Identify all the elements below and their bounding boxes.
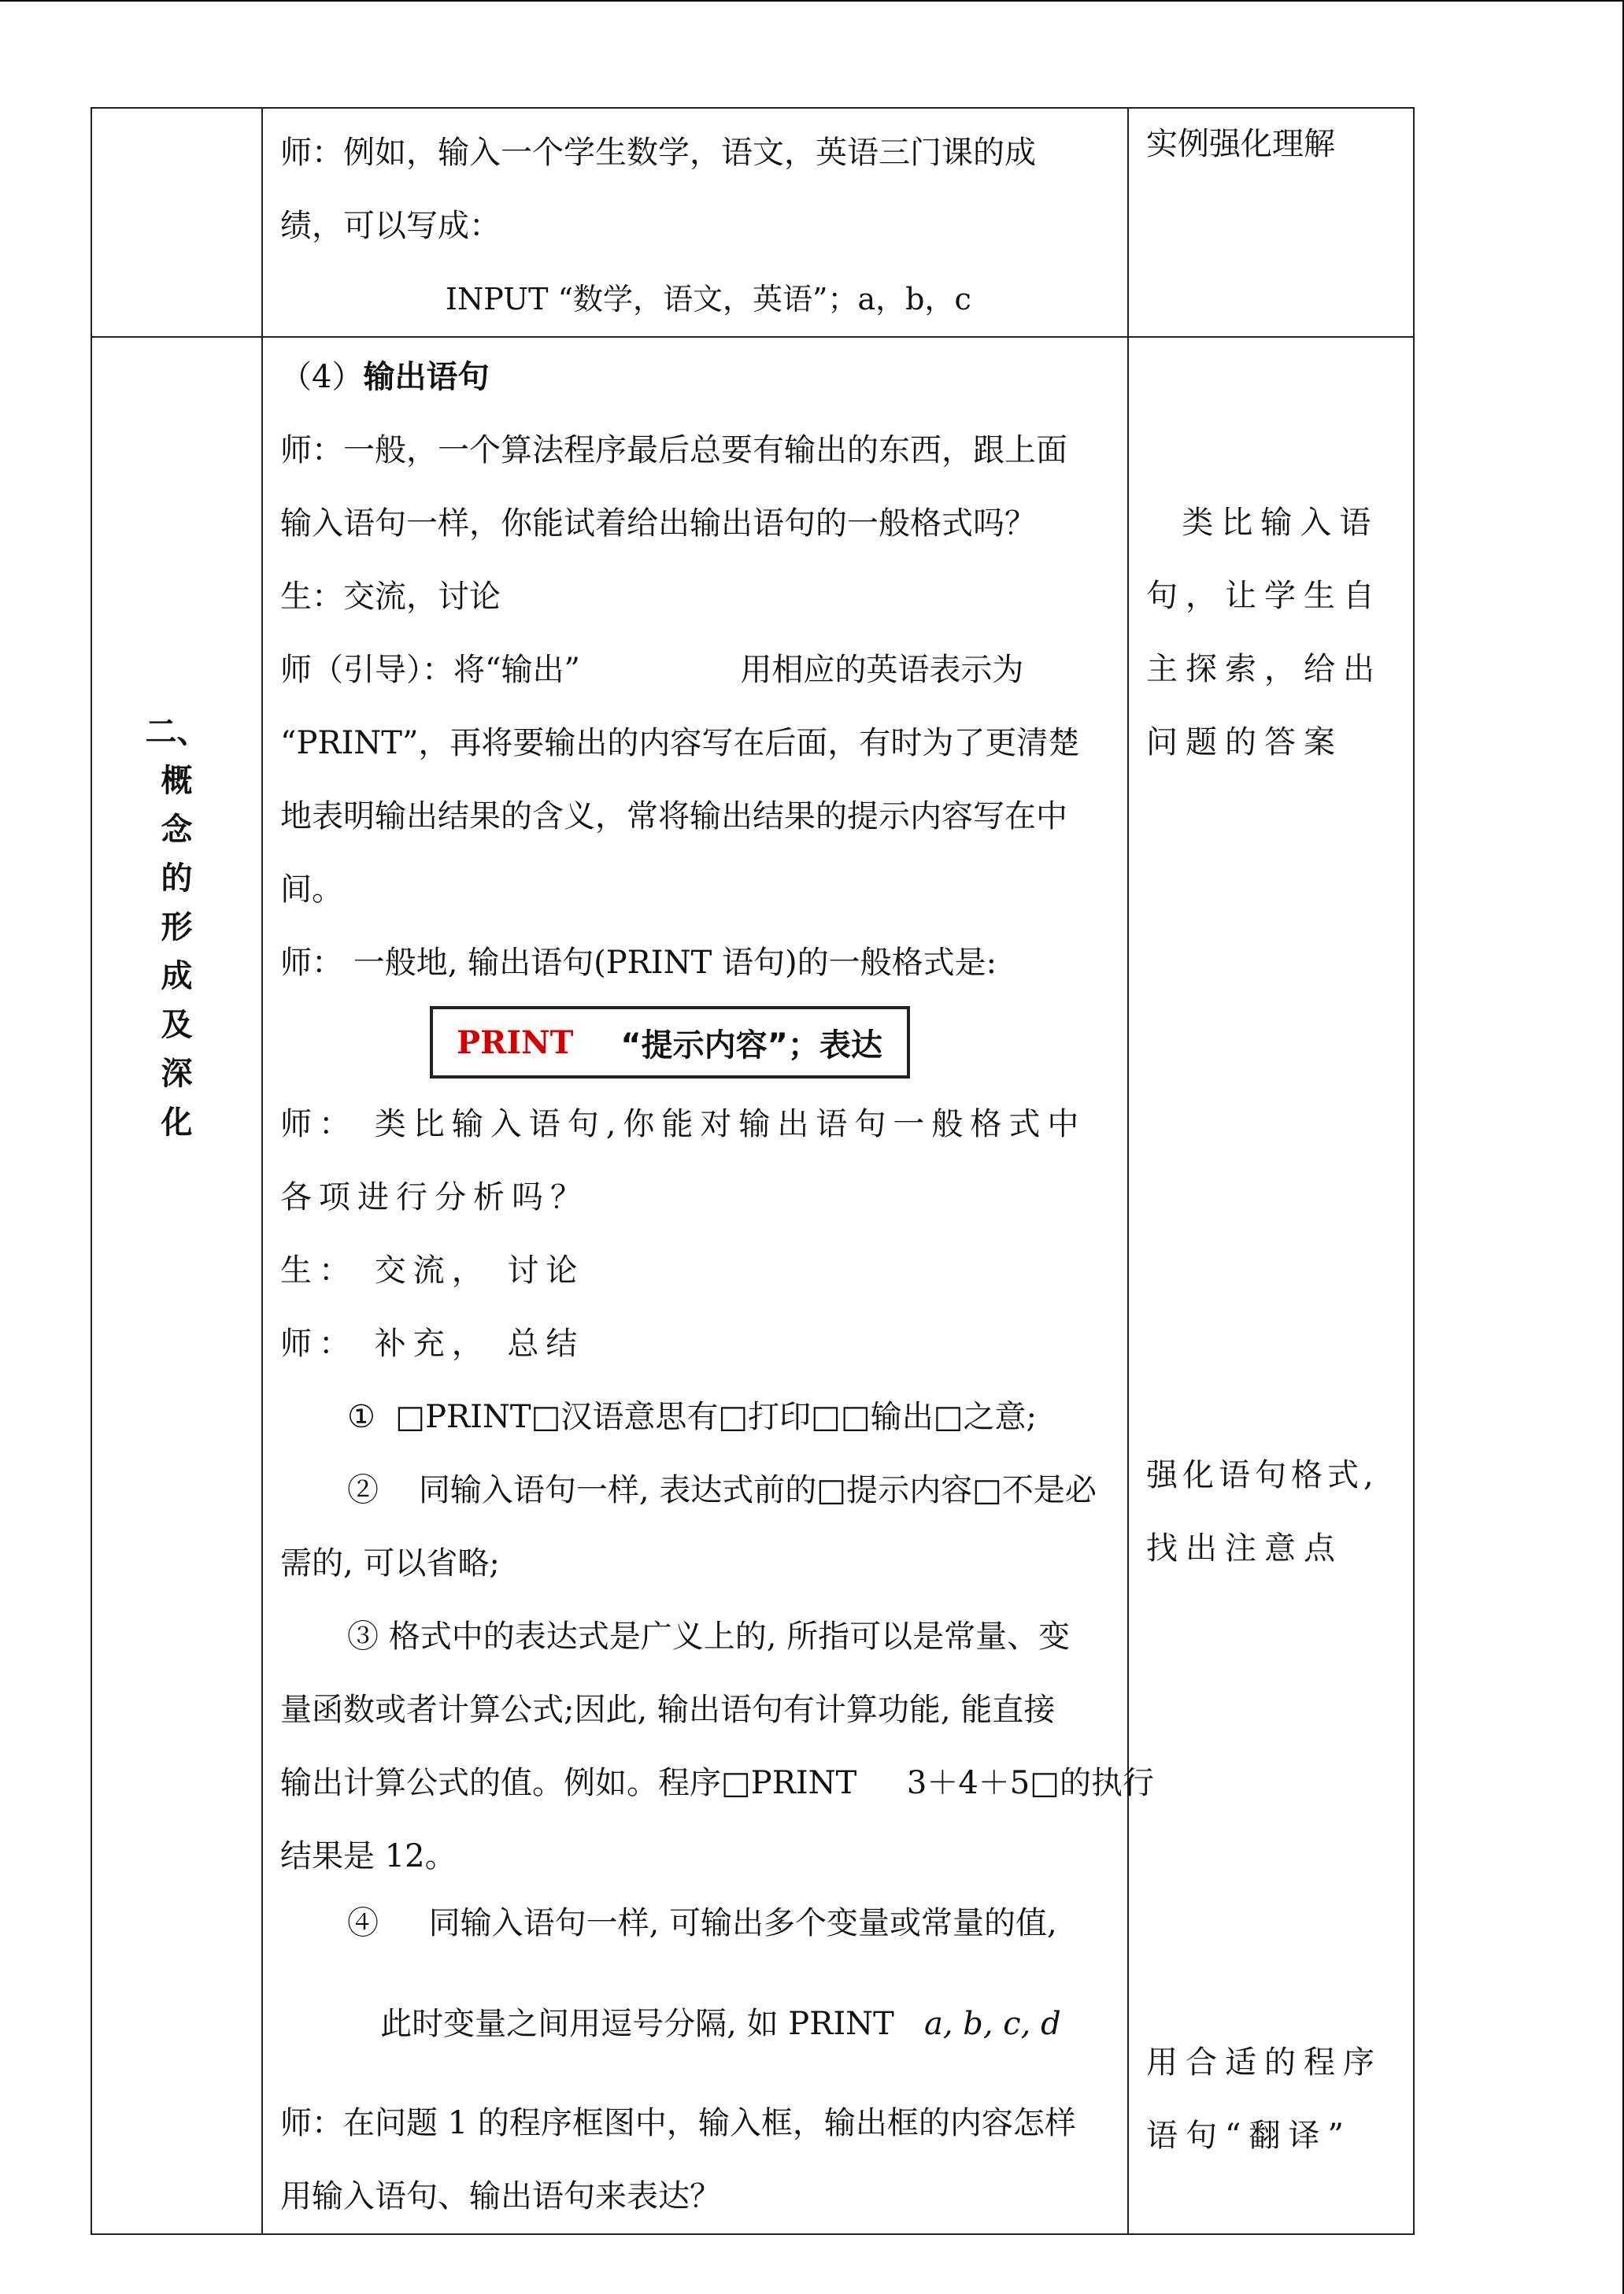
format-rest: “提示内容”；表达 <box>620 1027 882 1064</box>
text-line: “PRINT”，再将要输出的内容写在后面，有时为了更清楚 <box>280 725 1080 761</box>
text-line: 地表明输出结果的含义，常将输出结果的提示内容写在中 <box>280 798 1067 834</box>
side-note: 用合适的程序 <box>1146 2044 1382 2081</box>
notes-cell <box>1128 337 1414 2234</box>
text-line: 师： 类比输入语句,你能对输出语句一般格式中 <box>280 1106 1086 1142</box>
text-line: 生： 交流， 讨论 <box>280 1252 585 1289</box>
side-note: 实例强化理解 <box>1146 126 1335 162</box>
point-line: ① □PRINT□汉语意思有□打印□□输出□之意; <box>347 1399 1038 1435</box>
section-cell-empty <box>91 108 262 337</box>
point-line: ③ 格式中的表达式是广义上的, 所指可以是常量、变 <box>347 1619 1071 1655</box>
point-line: 量函数或者计算公式;因此, 输出语句有计算功能, 能直接 <box>280 1692 1056 1728</box>
side-note: 找出注意点 <box>1146 1530 1343 1567</box>
text-line: 输入语句一样，你能试着给出输出语句的一般格式吗？ <box>280 505 1036 542</box>
text-line: 各项进行分析吗？ <box>280 1179 589 1215</box>
text-line: 用输入语句、输出语句来表达？ <box>280 2178 721 2214</box>
format-intro: 师： 一般地, 输出语句(PRINT 语句)的一般格式是: <box>280 945 997 981</box>
section-label-cell <box>91 337 262 2234</box>
point-line: ② 同输入语句一样, 表达式前的□提示内容□不是必 <box>347 1472 1097 1508</box>
code-line: INPUT “数学，语文，英语”；a，b，c <box>446 282 971 316</box>
content-cell <box>262 337 1155 2234</box>
side-note: 强化语句格式, <box>1146 1457 1378 1493</box>
table-row <box>91 108 1414 337</box>
side-note: 类比输入语 <box>1146 505 1379 541</box>
notes-cell <box>1128 108 1414 337</box>
text-line: 师：一般，一个算法程序最后总要有输出的东西，跟上面 <box>280 432 1067 468</box>
lesson-plan-table <box>91 107 1415 2235</box>
text-line: 师（引导）：将“输出” 用相应的英语表示为 <box>280 652 1024 688</box>
print-keyword: PRINT <box>457 1023 574 1061</box>
text-line: 师：例如，输入一个学生数学，语文，英语三门课的成 <box>280 135 1036 171</box>
section-heading: （4）输出语句 <box>280 359 490 395</box>
side-note: 语句“翻译” <box>1146 2118 1352 2154</box>
text-line: 间。 <box>280 871 343 908</box>
text-line: 绩，可以写成： <box>280 208 501 244</box>
side-note: 主探索，给出 <box>1146 651 1382 687</box>
section-label: 二、 概 念 的 形 成 及 深 化 <box>145 714 209 1141</box>
point-line: ④ 同输入语句一样, 可输出多个变量或常量的值, <box>347 1905 1057 1941</box>
point-line: 输出计算公式的值。例如。程序□PRINT 3＋4＋5□的执行 <box>280 1765 1155 1801</box>
point-line: 需的, 可以省略; <box>280 1545 500 1582</box>
text-line: 师： 补充， 总结 <box>280 1326 585 1362</box>
side-note: 问题的答案 <box>1146 724 1343 760</box>
point-line: 结果是 12。 <box>280 1838 457 1874</box>
text-line: 师：在问题 1 的程序框图中，输入框，输出框的内容怎样 <box>280 2105 1076 2141</box>
content-cell <box>262 108 1128 337</box>
format-box <box>430 1006 910 1079</box>
table-row <box>91 337 1414 2234</box>
point-line: 此时变量之间用逗号分隔, 如 PRINT a, b, c, d <box>380 2006 1061 2042</box>
side-note: 句，让学生自 <box>1146 578 1382 614</box>
print-vars: a, b, c, d <box>923 2006 1061 2042</box>
text-line: 生：交流，讨论 <box>280 579 501 615</box>
